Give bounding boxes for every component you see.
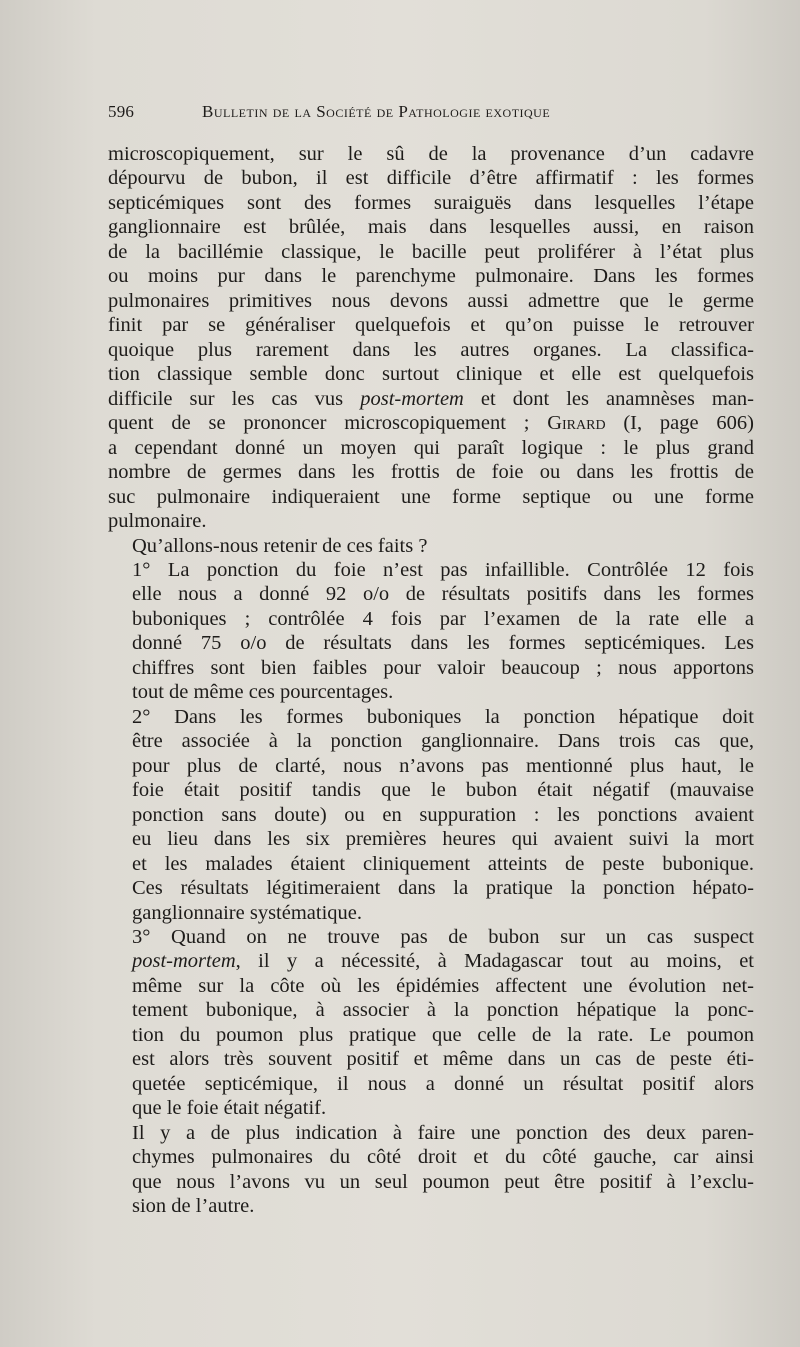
text-run: quent de se prononcer microscopiquement ;: [108, 412, 548, 435]
text-line: nombre de germes dans les frottis de foie ou dans les frottis de: [108, 461, 754, 484]
text-line: Ces résultats légitimeraient dans la pratique la ponction hépato-: [132, 877, 754, 900]
paragraph-6: [108, 1121, 754, 1219]
text-line: [108, 949, 754, 973]
paragraph-4: [108, 705, 754, 925]
text-line: ganglionnaire systématique.: [132, 901, 362, 924]
text-line: dépourvu de bubon, il est difficile d’être affirmatif : les formes: [108, 167, 754, 190]
text-line: que nous l’avons vu un seul poumon peut être positif à l’exclu-: [132, 1170, 754, 1193]
text-line: 1° La ponction du foie n’est pas infaillible. Contrôlée 12 fois: [132, 558, 754, 581]
text-line: [108, 411, 754, 435]
text-line: elle nous a donné 92 o/o de résultats positifs dans les formes: [132, 583, 754, 606]
text-line: [108, 387, 754, 411]
text-line: foie était positif tandis que le bubon était négatif (mauvaise: [132, 779, 754, 802]
text-line: tement bubonique, à associer à la ponction hépatique la ponc-: [132, 999, 754, 1022]
text-line: et les malades étaient cliniquement atteints de peste bubonique.: [132, 852, 754, 875]
text-line: même sur la côte où les épidémies affectent une évolution net-: [132, 974, 754, 997]
text-line: ponction sans doute) ou en suppuration : les ponctions avaient: [132, 803, 754, 826]
text-run: difficile sur les cas vus: [108, 387, 361, 410]
text-line: chiffres sont bien faibles pour valoir beaucoup ; nous apportons: [132, 656, 754, 679]
paragraph-3: [108, 558, 754, 705]
paragraph-5: [108, 925, 754, 1121]
text-line: microscopiquement, sur le sû de la provenance d’un cadavre: [108, 143, 754, 165]
text-line: 2° Dans les formes buboniques la ponction hépatique doit: [132, 705, 754, 728]
text-line: de la bacillémie classique, le bacille peut proliférer à l’état plus: [108, 240, 754, 263]
text-line: tion du poumon plus pratique que celle de la rate. Le poumon: [132, 1023, 754, 1046]
text-line: septicémiques sont des formes suraiguës dans lesquelles l’étape: [108, 191, 754, 214]
text-line: sion de l’autre.: [132, 1195, 255, 1218]
text-run: et dont les anamnèses man-: [463, 387, 755, 410]
text-line: est alors très souvent positif et même dans un cas de peste éti-: [132, 1048, 754, 1071]
page-number: 596: [108, 102, 135, 121]
text-line: donné 75 o/o de résultats dans les formes septicémiques. Les: [132, 632, 754, 655]
journal-title: Bulletin de la Société de Pathologie exotique: [202, 102, 551, 121]
text-run: , il y a nécessité, à Madagascar tout au moins, et: [235, 950, 754, 973]
text-line: quetée septicémique, il nous a donné un résultat positif alors: [132, 1072, 754, 1095]
text-line: Qu’allons-nous retenir de ces faits ?: [132, 534, 428, 557]
body-text: [108, 142, 754, 1219]
text-line: ou moins pur dans le parenchyme pulmonaire. Dans les formes: [108, 265, 754, 288]
paragraph-1: [108, 142, 754, 534]
text-line: tion classique semble donc surtout clinique et elle est quelquefois: [108, 363, 754, 386]
text-line: tout de même ces pourcentages.: [132, 681, 394, 704]
text-line: eu lieu dans les six premières heures qui avaient suivi la mort: [132, 828, 754, 851]
text-line: pulmonaire.: [108, 510, 207, 533]
italic-term: post-mortem: [360, 387, 464, 410]
text-run: (I, page 606): [605, 412, 754, 435]
text-line: Il y a de plus indication à faire une ponction des deux paren-: [132, 1121, 754, 1144]
text-line: chymes pulmonaires du côté droit et du côté gauche, car ainsi: [132, 1146, 754, 1169]
text-line: 3° Quand on ne trouve pas de bubon sur un cas suspect: [132, 926, 754, 948]
text-line: pulmonaires primitives nous devons aussi admettre que le germe: [108, 289, 754, 312]
text-line: suc pulmonaire indiqueraient une forme septique ou une forme: [108, 485, 754, 508]
paragraph-2: [108, 534, 754, 558]
text-line: buboniques ; contrôlée 4 fois par l’examen de la rate elle a: [132, 607, 754, 630]
italic-term: post-mortem: [132, 950, 236, 973]
text-line: quoique plus rarement dans les autres organes. La classifica-: [108, 338, 754, 361]
text-line: pour plus de clarté, nous n’avons pas mentionné plus haut, le: [132, 754, 754, 777]
author-name: Girard: [547, 412, 606, 435]
text-line: ganglionnaire est brûlée, mais dans lesquelles aussi, en raison: [108, 216, 754, 239]
text-line: que le foie était négatif.: [132, 1097, 327, 1120]
text-line: a cependant donné un moyen qui paraît logique : le plus grand: [108, 436, 754, 459]
text-line: être associée à la ponction ganglionnaire. Dans trois cas que,: [132, 730, 754, 753]
text-line: finit par se généraliser quelquefois et qu’on puisse le retrouver: [108, 314, 754, 337]
